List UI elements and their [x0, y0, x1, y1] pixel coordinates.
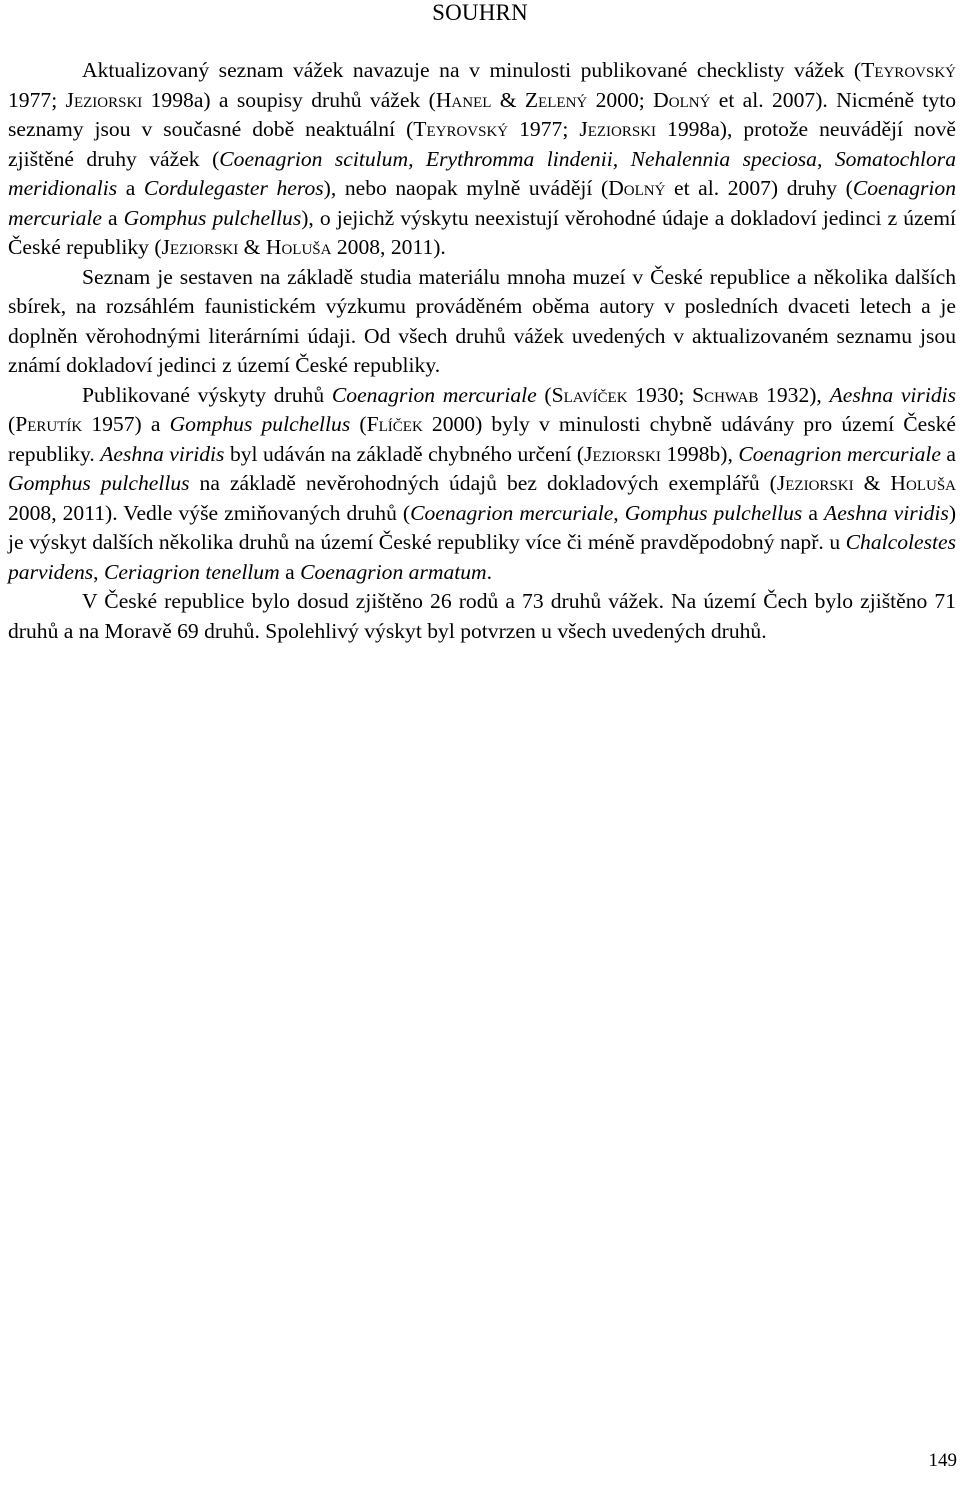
species-name: Chalcolestes parvidens — [8, 530, 956, 584]
text-run: 2008, 2011). — [331, 235, 446, 259]
author-name: Dolný — [608, 176, 666, 200]
text-run: byl udáván na základě chybného určení ( — [224, 441, 585, 466]
author-name: Perutík — [15, 412, 83, 436]
text-run: ( — [8, 412, 16, 436]
text-run: 1977; — [508, 117, 580, 141]
text-run: & — [238, 235, 266, 259]
paragraph-3 — [8, 381, 956, 588]
text-run: . — [486, 559, 493, 584]
species-name: Ceriagrion tenellum — [103, 559, 280, 584]
text-run: & — [853, 471, 891, 495]
author-name: Holuša — [265, 235, 332, 259]
text-run: , — [93, 559, 104, 584]
author-name: Jeziorski — [579, 117, 657, 141]
text-run: Aktualizovaný seznam vážek navazuje na v minulosti publikované checklisty vážek ( — [82, 58, 862, 82]
text-run: 2000; — [587, 87, 654, 112]
text-run: ) je výskyt dalších několika druhů na území České republiky více či méně pravděpodobný např. u — [8, 500, 957, 554]
text-run: Publikované výskyty druhů — [82, 382, 332, 407]
text-run: 1977; — [8, 87, 66, 112]
species-name: Gomphus pulchellus — [8, 471, 190, 495]
author-name: Flíček — [366, 412, 423, 436]
author-name: Schwab — [692, 382, 759, 407]
species-name: Coenagrion mercuriale — [738, 441, 941, 466]
text-run: V České republice bylo dosud zjištěno 26 rodů a 73 druhů vážek. Na území Čech bylo zjištěno 71 druhů a na Moravě 69 druhů. Spolehlivý výskyt byl potvrzen u všech uvedených druhů. — [8, 589, 956, 643]
species-name: Gomphus pulchellus — [123, 205, 302, 230]
text-run: 2008, 2011). Vedle výše zmiňovaných druhů ( — [8, 500, 411, 525]
species-name: Coenagrion mercuriale — [410, 500, 614, 525]
author-name: Teyrovský — [861, 58, 956, 82]
text-run: 1930; — [627, 382, 693, 407]
text-run: a — [101, 205, 124, 230]
species-name: Coenagrion mercuriale — [8, 176, 957, 230]
species-name: Cordulegaster heros — [143, 176, 324, 200]
species-name: Aeshna viridis — [100, 441, 225, 466]
text-run: na základě nevěrohodných údajů bez dokladových exemplářů ( — [189, 471, 777, 495]
author-name: Holuša — [890, 471, 956, 495]
text-run: ( — [350, 412, 367, 436]
author-name: Hanel — [435, 87, 492, 112]
text-run: 1957) a — [82, 412, 170, 436]
text-run: Seznam je sestaven na základě studia materiálu mnoha muzeí v České republice a několika dalších sbírek, na rozsáhlém faunistickém výzkumu prováděném oběma autory v posledních dvaceti letech a je doplněn věrohodnými literárními údaji. Od všech druhů vážek uvedených v aktualizovaném seznamu jsou známí dokladoví jedinci z území České republiky. — [8, 264, 956, 377]
author-name: Jeziorski — [584, 441, 661, 466]
page-title: SOUHRN — [432, 0, 528, 25]
text-run: et al. 2007). Nicméně tyto seznamy jsou v současné době neaktuální ( — [8, 87, 957, 141]
author-name: Teyrovský — [413, 117, 509, 141]
text-run: ( — [536, 382, 552, 407]
text-run: a — [802, 500, 825, 525]
species-name: Gomphus pulchellus — [169, 412, 351, 436]
paragraph-2 — [8, 263, 956, 381]
text-run: 1998b), — [660, 441, 739, 466]
species-name: Coenagrion mercuriale — [331, 382, 537, 407]
text-run: 2000) byly v minulosti chybně udávány pro území České republiky. — [8, 412, 956, 466]
species-name: Aeshna viridis — [824, 500, 949, 525]
paragraph-4 — [8, 587, 956, 646]
text-run: et al. 2007) druhy ( — [665, 176, 853, 200]
author-name: Dolný — [653, 87, 711, 112]
text-run: 1998a), protože neuvádějí nově zjištěné druhy vážek ( — [8, 117, 956, 171]
text-run: & — [491, 87, 525, 112]
text-run: a — [117, 176, 144, 200]
author-name: Zelený — [524, 87, 588, 112]
species-name: Aeshna viridis — [829, 382, 957, 407]
text-run: ), o jejichž výskytu neexistují věrohodné údaje a dokladoví jedinci z území České republiky ( — [8, 205, 957, 259]
species-name: Coenagrion scitulum, Erythromma lindenii, Nehalennia speciosa, Somatochlora meridionalis — [8, 146, 956, 200]
paragraph-1 — [8, 56, 956, 263]
text-run: 1998a) a soupisy druhů vážek ( — [142, 87, 436, 112]
species-name: Gomphus pulchellus — [624, 500, 803, 525]
text-run: , — [613, 500, 625, 525]
summary-body — [8, 56, 956, 646]
species-name: Coenagrion armatum — [300, 559, 487, 584]
author-name: Jeziorski — [161, 235, 239, 259]
text-run: a — [279, 559, 301, 584]
text-run: 1932), — [758, 382, 830, 407]
text-run: a — [940, 441, 957, 466]
author-name: Slavíček — [551, 382, 628, 407]
text-run: ), nebo naopak mylně uvádějí ( — [323, 176, 609, 200]
author-name: Jeziorski — [65, 87, 143, 112]
author-name: Jeziorski — [776, 471, 854, 495]
page-number: 149 — [928, 1450, 957, 1471]
